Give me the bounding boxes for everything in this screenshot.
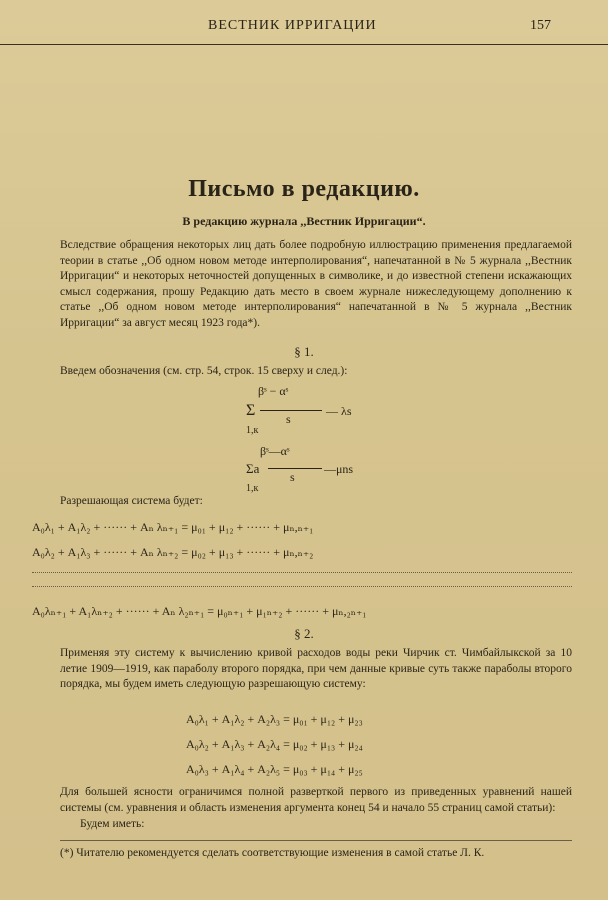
formula-lambda-result: — λs bbox=[326, 404, 352, 418]
clarity-paragraph: Для большей ясности ограничимся полной разверткой первого из приведенных уравнений нашей системы (см. уравнения и область изменения аргумента конец 54 и начало 55 страниц самой статьи): bbox=[60, 786, 572, 814]
formula-mu-fraction-bar bbox=[268, 468, 322, 469]
footnote: (*) Читателю рекомендуется сделать соответствующие изменения в самой статье Л. К. bbox=[60, 847, 485, 859]
ellipsis-rule bbox=[32, 572, 572, 573]
notation-intro: Введем обозначения (см. стр. 54, строк. 15 сверху и след.): bbox=[60, 365, 348, 377]
formula-mu-result: —μns bbox=[324, 462, 354, 476]
system-1-equation-2: A₀λ₂ + A₁λ₃ + ······ + Aₙ λₙ₊₂ = μ₀₂ + μ₁₃ + ······ + μₙ,ₙ₊₂ bbox=[32, 545, 314, 559]
formula-lambda-sum: Σ bbox=[246, 402, 256, 419]
page-number: 157 bbox=[530, 18, 551, 33]
formula-mu-numerator: βˢ—αˢ bbox=[260, 444, 290, 458]
letter-subtitle: В редакцию журнала ,,Вестник Ирригации“. bbox=[182, 214, 426, 228]
section-2-heading: § 2. bbox=[294, 626, 314, 641]
formula-lambda-limits: 1,к bbox=[246, 425, 259, 436]
formula-mu-denominator: s bbox=[290, 470, 295, 484]
application-paragraph: Применяя эту систему к вычислению кривой расходов воды реки Чирчик ст. Чимбайлыкской за 10 летие 1909—1919, как параболу второго порядка, при чем данные кривые суть также параболы второго порядка, мы будем иметь следующую разрешающую систему: bbox=[60, 647, 572, 690]
resolving-system-label: Разрешающая система будет: bbox=[60, 495, 203, 507]
system-1-equation-1: A₀λ₁ + A₁λ₂ + ······ + Aₙ λₙ₊₁ = μ₀₁ + μ₁₂ + ······ + μₙ,ₙ₊₁ bbox=[32, 520, 314, 534]
letter-title: Письмо в редакцию. bbox=[188, 176, 420, 202]
journal-name: ВЕСТНИК ИРРИГАЦИИ bbox=[208, 18, 377, 33]
system-2-equation-3: A₀λ₃ + A₁λ₄ + A₂λ₅ = μ₀₃ + μ₁₄ + μ₂₅ bbox=[186, 762, 363, 776]
ellipsis-rule bbox=[32, 586, 572, 587]
formula-mu-limits: 1,к bbox=[246, 483, 259, 494]
footnote-rule bbox=[60, 840, 572, 841]
system-1-equation-n: A₀λₙ₊₁ + A₁λₙ₊₂ + ······ + Aₙ λ₂ₙ₊₁ = μ₀ₙ₊₁ + μ₁ₙ₊₂ + ······ + μₙ,₂ₙ₊₁ bbox=[32, 604, 367, 618]
section-1-heading: § 1. bbox=[294, 344, 314, 359]
system-2-equation-1: A₀λ₁ + A₁λ₂ + A₂λ₃ = μ₀₁ + μ₁₂ + μ₂₃ bbox=[186, 712, 363, 726]
formula-lambda-fraction-bar bbox=[260, 410, 322, 411]
formula-mu-sum: Σa bbox=[246, 461, 260, 476]
running-header bbox=[0, 14, 608, 45]
will-have-line: Будем иметь: bbox=[80, 818, 145, 830]
formula-lambda-numerator: βˢ − αˢ bbox=[258, 384, 289, 398]
formula-lambda-denominator: s bbox=[286, 412, 291, 426]
system-2-equation-2: A₀λ₂ + A₁λ₃ + A₂λ₄ = μ₀₂ + μ₁₃ + μ₂₄ bbox=[186, 737, 363, 751]
intro-paragraph: Вследствие обращения некоторых лиц дать более подробную иллюстрацию применения предлагаемой теории в статье ,,Об одном новом методе интерполирования“, напечатанной в № 5 журнала ,,Вестник Ирригации“ и некоторых неточностей допущенных в символике, и до известной степени искажающих смысл содержания, прошу Редакцию дать место в своем журнале нижеследующему дополнению к статье ,,Об одном новом методе интерполирования“ напечатанной в № 5 журнала ,,Вестник Ирригации“ за август месяц 1923 года*). bbox=[60, 239, 572, 329]
